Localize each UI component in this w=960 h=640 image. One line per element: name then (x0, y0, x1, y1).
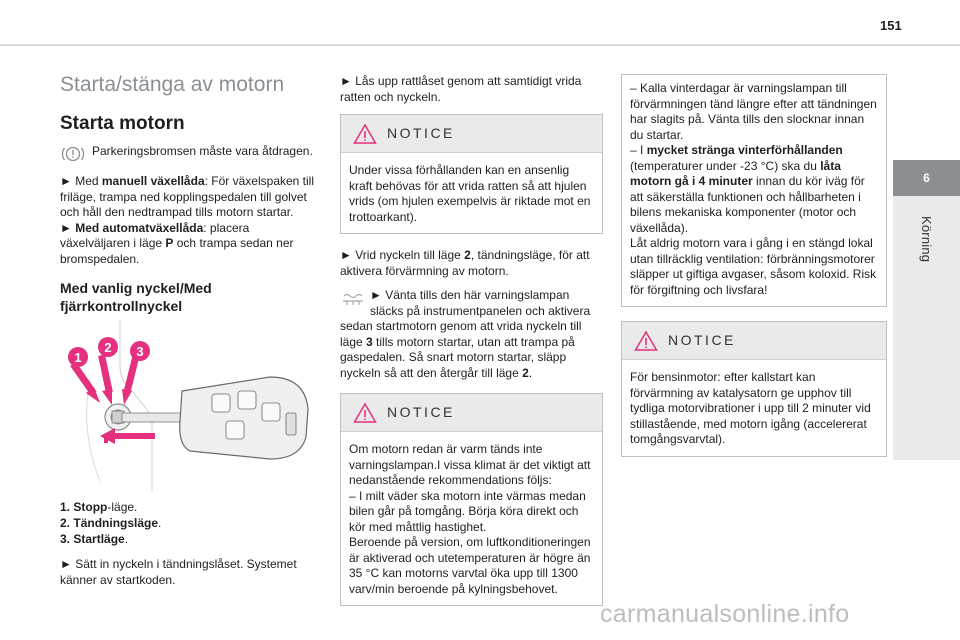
warning-triangle-icon (353, 123, 377, 145)
brake-note-text: Parkeringsbromsen måste vara åtdragen. (92, 144, 313, 158)
auto-gearbox-text-end: och trampa sedan ner bromspedalen. (60, 236, 294, 266)
notice-header (341, 115, 602, 153)
notice-text: – I milt väder ska motorn inte värmas medan bilen går på tomgång. Börja köra direkt och kör med måttlig hastighet. (349, 488, 586, 534)
section-title: Starta/stänga av motorn (60, 73, 285, 96)
winter-info-box (621, 74, 887, 307)
winter-text-2: – I mycket stränga vinterförhållanden (temperaturer under -23 °C) ska du låta motorn gå i 4 minuter innan du kör iväg för att säkerställa funktionen och hållbarheten i bilens mekaniska komponenter (motor och växellåda). (630, 143, 865, 235)
notice-box-catalyst (621, 321, 887, 457)
position-legend (60, 499, 322, 547)
page-number: 151 (880, 18, 902, 33)
notice-title: NOTICE (387, 403, 455, 420)
notice-header (341, 394, 602, 432)
manual-gearbox-label: manuell växellåda (101, 174, 205, 188)
column-3 (621, 60, 887, 471)
column-1 (60, 60, 322, 597)
notice-text: Beroende på version, om luftkonditioneringen är aktiverad och utetemperaturen är högre än 35 °C kan motorns varvtal öka upp till 1300 varv/min beroende på kylningsbehovet. (349, 535, 591, 596)
brake-warning-icon (60, 144, 92, 164)
key-section-title: Med vanlig nyckel/Med fjärrkontrollnyckel (60, 280, 212, 314)
header-rule (0, 44, 960, 46)
subsection-title: Starta motorn (60, 113, 185, 134)
watermark: carmanualsonline.info (600, 600, 850, 628)
brake-note (60, 144, 322, 164)
key-ignition-illustration (60, 321, 322, 491)
position-2-label: 2 (104, 340, 112, 355)
ventilation-warning-text: Låt aldrig motorn vara i gång i en stängd lokal utan tillräcklig ventilation: förbränningsmotorer släpper ut giftiga avgaser, såsom koloxid. Risk för förgiftning och livsfara! (630, 236, 877, 297)
position-3-label: 3 (136, 344, 144, 359)
column-2 (340, 60, 603, 620)
auto-gearbox-text: : placera växelväljaren i läge (60, 220, 250, 250)
notice-text: Under vissa förhållanden kan en ansenlig kraft behövas för att vrida ratten så att hjulen vrids (om hjulen exempelvis är riktade mot en trottoarkant). (349, 163, 591, 224)
manual-gearbox-instruction (60, 174, 322, 267)
warning-triangle-icon (634, 330, 658, 352)
notice-text: För bensinmotor: efter kallstart kan förvärmning av katalysatorn ge upphov till tydliga motorvibrationer i upp till 2 minuter vid stillastående, med motorn igång (accelererat tomgångsvarvtal). (630, 370, 871, 446)
wait-preheat-instruction: ► Vänta tills den här varningslampan släcks på instrumentpanelen och aktivera sedan startmotorn genom att vrida nyckeln till läge 3 tills motorn startar, utan att trampa på gaspedalen. Så snart motorn startar, släpp nyckeln så att den återgår till läge 2. (340, 288, 591, 380)
warning-triangle-icon (353, 402, 377, 424)
chapter-tab-number[interactable]: 6 (893, 160, 960, 196)
notice-text: Om motorn redan är varm tänds inte varningslampan.I vissa klimat är det viktigt att nedanstående rekommendations följs: (349, 442, 591, 487)
bullet-prefix: ► Med (60, 174, 102, 188)
insert-key-instruction: ► Sätt in nyckeln i tändningslåset. Systemet känner av startkoden. (60, 557, 297, 587)
turn-key-instruction: ► Vrid nyckeln till läge 2, tändningsläge, för att aktivera förvärmning av motorn. (340, 248, 590, 278)
legend-item: 2. Tändningsläge. (60, 516, 162, 530)
bullet-prefix: ► (60, 220, 76, 235)
winter-text-1: – Kalla vinterdagar är varningslampan till förvärmningen tänd längre efter att tändningen har slagits på. Vänta tills den slocknar innan du startar. (630, 81, 877, 142)
notice-box-steering (340, 114, 603, 234)
park-position: P (165, 236, 174, 250)
notice-title: NOTICE (387, 124, 455, 141)
auto-gearbox-label: Med automatväxellåda (75, 220, 204, 235)
preheat-glow-plug-icon (338, 288, 370, 310)
position-1-label: 1 (74, 350, 82, 365)
chapter-tab-text: Körning (919, 216, 934, 263)
manual-gearbox-text: : För växelspaken till friläge, trampa ned kopplingspedalen till golvet och håll den nedtrampad tills motorn startar. (60, 174, 315, 219)
chapter-tab-label[interactable] (893, 196, 960, 460)
legend-item: 3. Startläge. (60, 532, 129, 546)
unlock-steering-instruction: ► Lås upp rattlåset genom att samtidigt vrida ratten och nyckeln. (340, 74, 582, 104)
notice-box-warm-engine (340, 393, 603, 606)
notice-title: NOTICE (668, 331, 736, 348)
notice-header (622, 322, 886, 360)
legend-item: 1. Stopp-läge. (60, 500, 138, 514)
